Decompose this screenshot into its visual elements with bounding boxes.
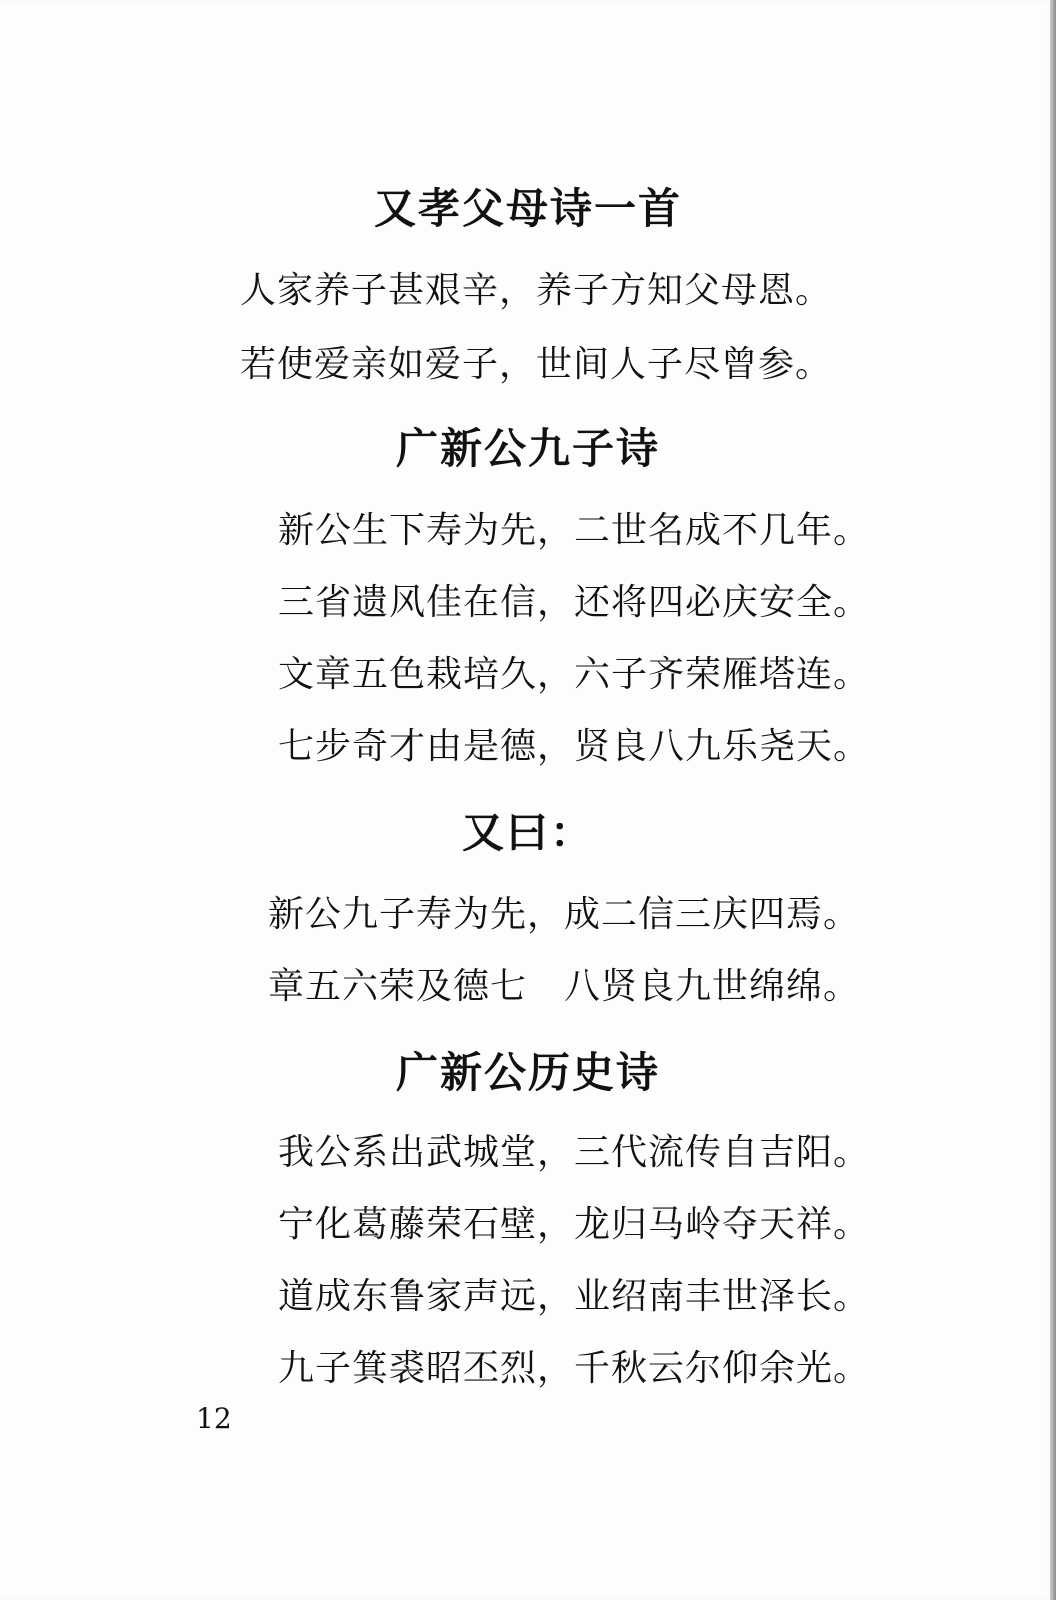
- poem-line: 我公系出武城堂，三代流传自吉阳。: [278, 1132, 871, 1173]
- section-title-jiuzi: 广新公九子诗: [395, 424, 660, 473]
- poem-line: 三省遗风佳在信，还将四必庆安全。: [278, 582, 871, 623]
- poem-line: 道成东鲁家声远，业绍南丰世泽长。: [278, 1276, 871, 1317]
- poem-line: 若使爱亲如爱子，世间人子尽曾参。: [240, 344, 833, 385]
- poem-line: 宁化葛藤荣石壁，龙归马岭夺天祥。: [278, 1204, 871, 1245]
- section-title-you-yue: 又曰：: [461, 808, 594, 857]
- section-title-lishi: 广新公历史诗: [395, 1048, 660, 1097]
- poem-line: 文章五色栽培久，六子齐荣雁塔连。: [278, 654, 871, 695]
- poem-line: 新公九子寿为先，成二信三庆四焉。: [268, 894, 861, 935]
- poem-line: 七步奇才由是德，贤良八九乐尧天。: [278, 726, 871, 767]
- section-title-xiao-fumu: 又孝父母诗一首: [373, 184, 682, 233]
- poem-line: 九子箕裘昭丕烈，千秋云尔仰余光。: [278, 1348, 871, 1389]
- poem-line: 人家养子甚艰辛，养子方知父母恩。: [240, 270, 833, 311]
- page-number: 12: [196, 1402, 232, 1435]
- poem-line: 章五六荣及德七 八贤良九世绵绵。: [268, 966, 861, 1007]
- poem-line: 新公生下寿为先，二世名成不几年。: [278, 510, 871, 551]
